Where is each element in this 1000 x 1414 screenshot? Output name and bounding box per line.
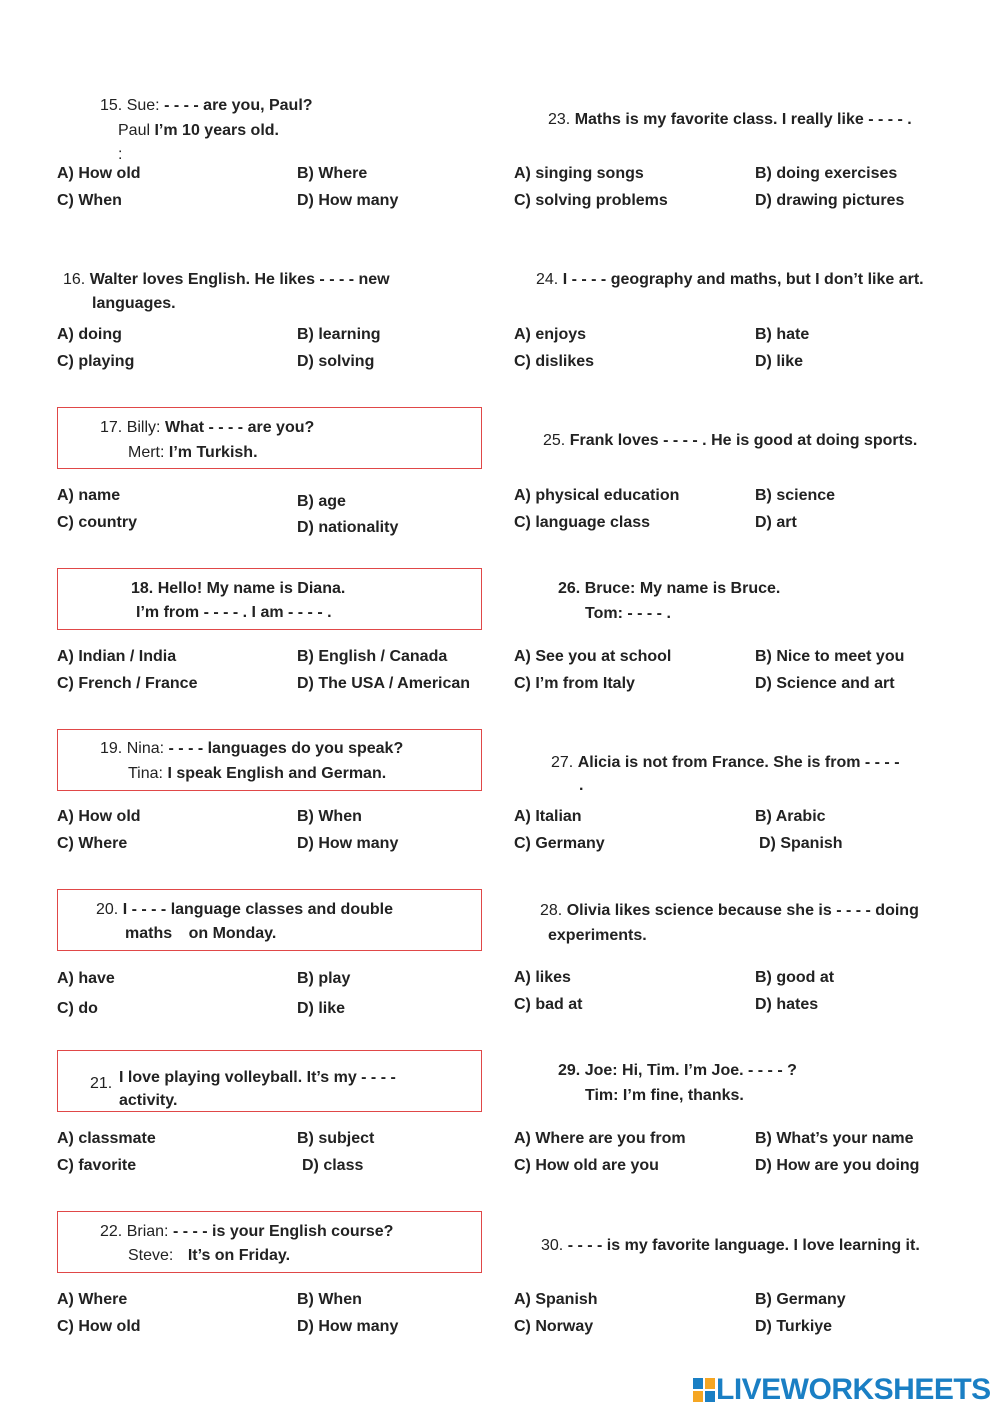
option-b[interactable]: B) good at xyxy=(755,969,835,986)
option-a[interactable]: A) Where are you from xyxy=(514,1130,686,1147)
question-number: 22. xyxy=(100,1223,123,1240)
question-number: 20. xyxy=(96,901,119,918)
question-text-cont: activity. xyxy=(119,1092,178,1109)
question-text-cont: maths xyxy=(125,925,173,942)
question-number: 29. xyxy=(558,1062,581,1079)
option-d[interactable]: D) like xyxy=(297,1000,346,1017)
option-c[interactable]: C) French / France xyxy=(57,675,198,692)
option-a[interactable]: A) have xyxy=(57,970,115,987)
option-d[interactable]: D) Spanish xyxy=(759,835,843,852)
question-20-line2 xyxy=(125,922,276,946)
question-number: 19. xyxy=(100,740,123,757)
option-a[interactable]: A) Spanish xyxy=(514,1291,598,1308)
option-d[interactable]: D) How many xyxy=(297,1318,399,1335)
question-16 xyxy=(63,268,423,292)
option-c[interactable]: C) Norway xyxy=(514,1318,594,1335)
option-c[interactable]: C) favorite xyxy=(57,1157,137,1174)
option-c[interactable]: C) How old are you xyxy=(514,1157,659,1174)
logo-wordmark: LIVEWORKSHEETS xyxy=(716,1373,991,1406)
question-21-line2 xyxy=(119,1089,177,1113)
question-22-line2 xyxy=(128,1244,290,1268)
question-text-cont: languages. xyxy=(92,295,176,312)
question-text-cont: . xyxy=(579,777,584,794)
answer-text: It’s on Friday. xyxy=(187,1247,291,1264)
question-text: Bruce: My name is Bruce. xyxy=(584,580,781,597)
question-16-line2 xyxy=(92,292,176,316)
option-c[interactable]: C) Where xyxy=(57,835,128,852)
option-c[interactable]: C) Germany xyxy=(514,835,605,852)
option-b[interactable]: B) science xyxy=(755,487,836,504)
option-c[interactable]: C) I’m from Italy xyxy=(514,675,635,692)
option-a[interactable]: A) physical education xyxy=(514,487,680,504)
question-number: 18. xyxy=(131,580,154,597)
question-number: 26. xyxy=(558,580,581,597)
question-text: - - - - languages do you speak? xyxy=(168,740,404,757)
question-17-line2 xyxy=(128,441,258,465)
option-b[interactable]: B) subject xyxy=(297,1130,375,1147)
speaker-label: Paul xyxy=(118,122,151,139)
question-number: 23. xyxy=(548,111,571,128)
question-18 xyxy=(131,577,345,601)
question-19 xyxy=(100,737,403,761)
question-text-cont: on Monday. xyxy=(188,925,277,942)
option-a[interactable]: A) Indian / India xyxy=(57,648,177,665)
option-d[interactable]: D) How are you doing xyxy=(755,1157,920,1174)
question-text: Joe: Hi, Tim. I’m Joe. - - - - ? xyxy=(584,1062,797,1079)
question-number: 24. xyxy=(536,271,559,288)
question-29 xyxy=(558,1059,797,1083)
option-b[interactable]: B) English / Canada xyxy=(297,648,448,665)
question-text: Hello! My name is Diana. xyxy=(157,580,346,597)
option-b[interactable]: B) Germany xyxy=(755,1291,846,1308)
question-number: 16. xyxy=(63,271,86,288)
question-text: Alicia is not from France. She is from - - - - xyxy=(577,754,900,771)
option-a[interactable]: A) enjoys xyxy=(514,326,587,343)
option-d[interactable]: D) nationality xyxy=(297,519,399,536)
option-c[interactable]: C) country xyxy=(57,514,137,531)
option-c[interactable]: C) How old xyxy=(57,1318,141,1335)
option-b[interactable]: B) When xyxy=(297,1291,362,1308)
option-d[interactable]: D) solving xyxy=(297,353,375,370)
question-number: 27. xyxy=(551,754,574,771)
option-b[interactable]: B) Nice to meet you xyxy=(755,648,905,665)
question-30 xyxy=(541,1234,920,1258)
question-text: Maths is my favorite class. I really like - - - - . xyxy=(574,111,912,128)
option-b[interactable]: B) Arabic xyxy=(755,808,826,825)
question-29-line2 xyxy=(585,1084,744,1108)
option-b[interactable]: B) learning xyxy=(297,326,381,343)
stray-colon: : xyxy=(118,146,123,163)
option-c[interactable]: C) solving problems xyxy=(514,192,668,209)
speaker-label: Steve: xyxy=(128,1247,174,1264)
question-26-line2 xyxy=(585,602,671,626)
speaker-label: Billy: xyxy=(126,419,161,436)
question-28 xyxy=(540,899,919,923)
option-a[interactable]: A) doing xyxy=(57,326,122,343)
option-b[interactable]: B) age xyxy=(297,493,346,510)
option-d[interactable]: D) like xyxy=(755,353,804,370)
option-b[interactable]: B) What’s your name xyxy=(755,1130,914,1147)
option-a[interactable]: A) How old xyxy=(57,808,141,825)
question-17 xyxy=(100,416,314,440)
option-a[interactable]: A) likes xyxy=(514,969,571,986)
question-text: - - - - are you, Paul? xyxy=(164,97,313,114)
option-a[interactable]: A) How old xyxy=(57,165,141,182)
question-27-line2 xyxy=(579,774,583,798)
option-d[interactable]: D) drawing pictures xyxy=(755,192,905,209)
question-15-line2 xyxy=(118,119,279,143)
question-number: 30. xyxy=(541,1237,564,1254)
question-text-cont: I’m from - - - - . I am - - - - . xyxy=(136,604,332,621)
question-18-line2 xyxy=(136,601,332,625)
option-d[interactable]: D) Science and art xyxy=(755,675,895,692)
option-d[interactable]: D) Turkiye xyxy=(755,1318,833,1335)
question-text-cont: Tim: I’m fine, thanks. xyxy=(585,1087,744,1104)
liveworksheets-logo[interactable] xyxy=(692,1374,991,1406)
question-text: Olivia likes science because she is - - - - doing xyxy=(566,902,919,919)
option-a[interactable]: A) name xyxy=(57,487,121,504)
question-27 xyxy=(551,751,900,775)
speaker-label: Sue: xyxy=(126,97,160,114)
question-21 xyxy=(119,1066,396,1090)
speaker-label: Mert: xyxy=(128,444,165,461)
question-20 xyxy=(96,898,393,922)
question-number: 28. xyxy=(540,902,563,919)
question-24 xyxy=(536,268,924,292)
question-text: - - - - is my favorite language. I love learning it. xyxy=(567,1237,920,1254)
question-21-number: 21. xyxy=(90,1075,113,1092)
question-26 xyxy=(558,577,780,601)
question-text-cont: Tom: - - - - . xyxy=(585,605,671,622)
question-text: I - - - - geography and maths, but I don’t like art. xyxy=(562,271,924,288)
question-text: What - - - - are you? xyxy=(164,419,315,436)
question-number: 15. xyxy=(100,97,123,114)
speaker-label: Nina: xyxy=(126,740,165,757)
option-d[interactable]: D) class xyxy=(302,1157,364,1174)
option-a[interactable]: A) Where xyxy=(57,1291,128,1308)
option-b[interactable]: B) doing exercises xyxy=(755,165,898,182)
option-c[interactable]: C) bad at xyxy=(514,996,583,1013)
question-text-cont: experiments. xyxy=(548,927,647,944)
question-22 xyxy=(100,1220,393,1244)
option-b[interactable]: B) hate xyxy=(755,326,810,343)
question-text: I love playing volleyball. It’s my - - - - xyxy=(119,1069,396,1086)
question-text: Walter loves English. He likes - - - - new xyxy=(89,271,390,288)
option-c[interactable]: C) When xyxy=(57,192,122,209)
question-text: I - - - - language classes and double xyxy=(122,901,393,918)
option-b[interactable]: B) play xyxy=(297,970,351,987)
question-19-line2 xyxy=(128,762,386,786)
question-text: - - - - is your English course? xyxy=(172,1223,394,1240)
question-28-line2 xyxy=(548,924,647,948)
option-a[interactable]: A) classmate xyxy=(57,1130,156,1147)
option-c[interactable]: C) dislikes xyxy=(514,353,595,370)
option-a[interactable]: A) singing songs xyxy=(514,165,644,182)
option-d[interactable]: D) How many xyxy=(297,835,399,852)
question-text: Frank loves - - - - . He is good at doing sports. xyxy=(569,432,918,449)
answer-text: I speak English and German. xyxy=(167,765,387,782)
option-d[interactable]: D) How many xyxy=(297,192,399,209)
live-badge-icon xyxy=(692,1376,716,1404)
question-15 xyxy=(100,94,430,118)
question-23 xyxy=(548,108,912,132)
speaker-label: Tina: xyxy=(128,765,163,782)
option-d[interactable]: D) art xyxy=(755,514,797,531)
option-a[interactable]: A) Italian xyxy=(514,808,582,825)
answer-text: I’m Turkish. xyxy=(168,444,258,461)
option-b[interactable]: B) When xyxy=(297,808,362,825)
question-number: 25. xyxy=(543,432,566,449)
option-b[interactable]: B) Where xyxy=(297,165,368,182)
option-c[interactable]: C) playing xyxy=(57,353,135,370)
option-c[interactable]: C) language class xyxy=(514,514,651,531)
question-25 xyxy=(543,429,917,453)
option-c[interactable]: C) do xyxy=(57,1000,98,1017)
question-number: 17. xyxy=(100,419,123,436)
answer-text: I’m 10 years old. xyxy=(154,122,279,139)
option-d[interactable]: D) hates xyxy=(755,996,819,1013)
option-d[interactable]: D) The USA / American xyxy=(297,675,471,692)
speaker-label: Brian: xyxy=(126,1223,169,1240)
option-a[interactable]: A) See you at school xyxy=(514,648,672,665)
